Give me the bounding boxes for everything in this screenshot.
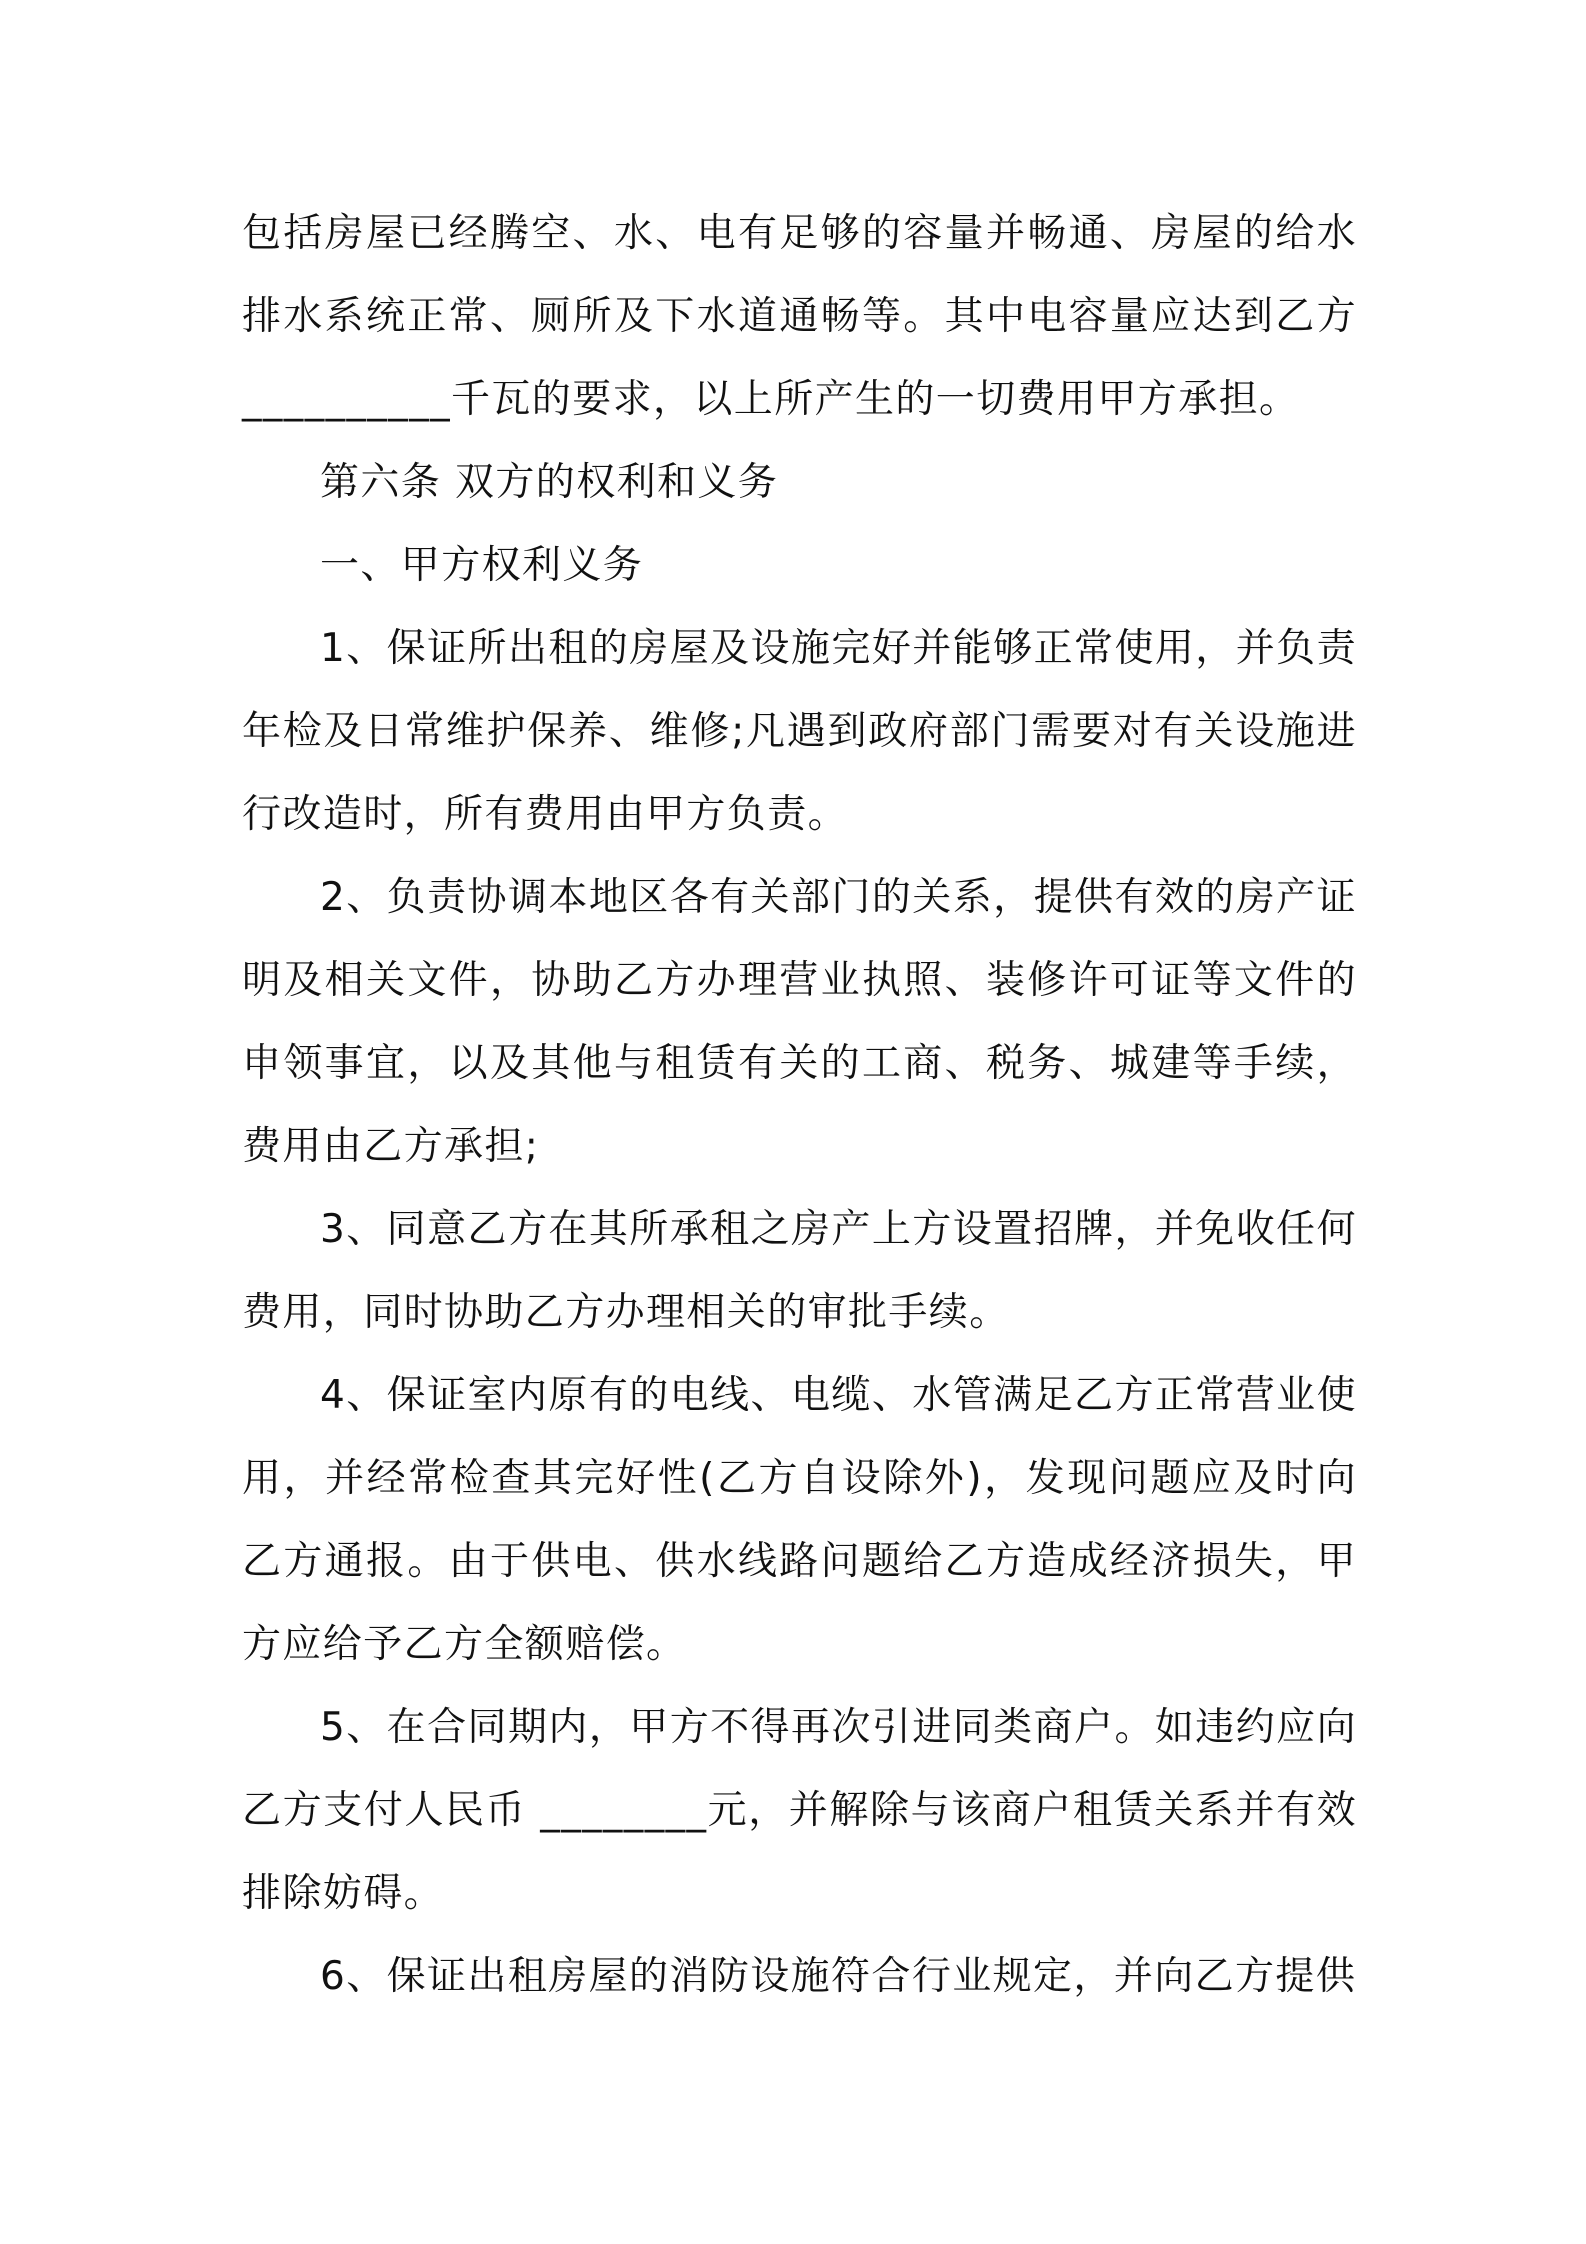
clause-2: 2、负责协调本地区各有关部门的关系，提供有效的房产证明及相关文件，协助乙方办理营业执照、装修许可证等文件的申领事宜，以及其他与租赁有关的工商、税务、城建等手续，费用由乙方承担; bbox=[242, 875, 1357, 1169]
clause-6: 6、保证出租房屋的消防设施符合行业规定，并向乙方提供 bbox=[320, 1954, 1357, 1999]
clause-4: 4、保证室内原有的电线、电缆、水管满足乙方正常营业使用，并经常检查其完好性(乙方自设除外)，发现问题应及时向乙方通报。由于供电、供水线路问题给乙方造成经济损失，甲方应给予乙方全额赔偿。 bbox=[242, 1373, 1357, 1667]
clause-1: 1、保证所出租的房屋及设施完好并能够正常使用，并负责年检及日常维护保养、维修;凡遇到政府部门需要对有关设施进行改造时，所有费用由甲方负责。 bbox=[242, 626, 1357, 837]
clause-5: 5、在合同期内，甲方不得再次引进同类商户。如违约应向乙方支付人民币 ________元，并解除与该商户租赁关系并有效排除妨碍。 bbox=[242, 1705, 1357, 1916]
paragraph-continuation: 包括房屋已经腾空、水、电有足够的容量并畅通、房屋的给水排水系统正常、厕所及下水道通畅等。其中电容量应达到乙方__________千瓦的要求，以上所产生的一切费用甲方承担。 bbox=[242, 211, 1357, 422]
section-party-a-heading: 一、甲方权利义务 bbox=[320, 543, 644, 588]
clause-3: 3、同意乙方在其所承租之房产上方设置招牌，并免收任何费用，同时协助乙方办理相关的审批手续。 bbox=[242, 1207, 1357, 1335]
document-body bbox=[242, 192, 1357, 2018]
article-six-heading: 第六条 双方的权利和义务 bbox=[320, 460, 779, 505]
